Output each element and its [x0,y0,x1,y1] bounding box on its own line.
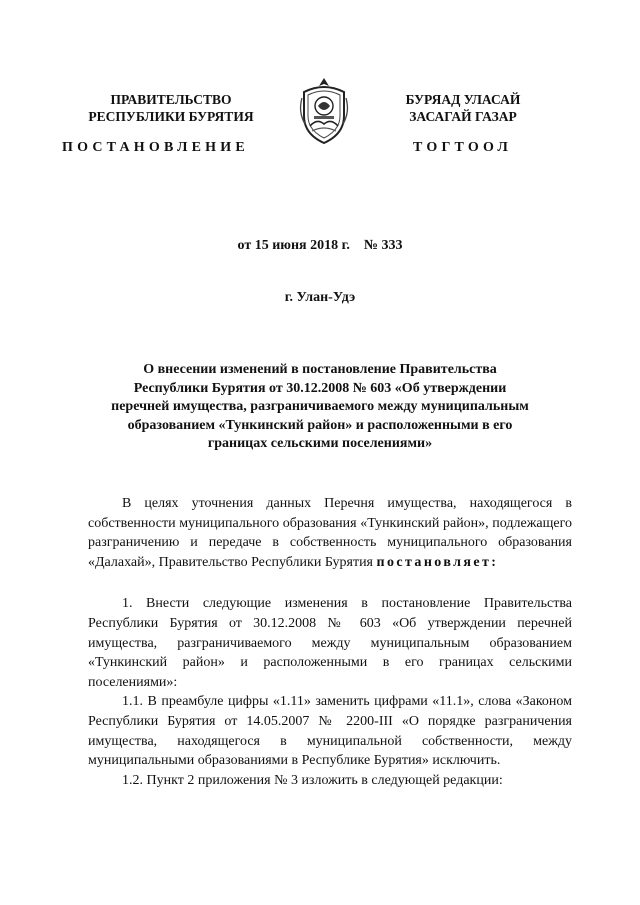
date-number-line [0,238,640,254]
coat-of-arms-icon [296,76,352,146]
issuer-buryat-line1: БУРЯАД УЛАСАЙ [405,92,521,107]
document-title [110,361,530,454]
preamble-paragraph [88,494,572,572]
document-city: г. Улан-Удэ [284,290,356,305]
title-line: образованием «Тункинский район» и расположенными в его [127,417,513,433]
preamble-text: В целях уточнения данных Перечня имущества, находящегося в собственности муниципального образования «Тункинский район», подлежащего разграничению и передаче в собственность муниципального образования «Далахай», Правительство Республики Бурятия [88,496,572,570]
item-1-2-paragraph: 1.2. Пункт 2 приложения № 3 изложить в следующей редакции: [122,772,503,788]
issuer-russian-line2: РЕСПУБЛИКИ БУРЯТИЯ [88,109,254,124]
document-body [88,494,572,790]
title-line: перечней имущества, разграничиваемого между муниципальным [111,399,529,414]
doc-type-buryat: ТОГТООЛ [413,140,513,155]
issuer-buryat [368,91,558,125]
issuer-buryat-line2: ЗАСАГАЙ ГАЗАР [409,109,517,124]
title-line: О внесении изменений в постановление Правительства [143,362,497,377]
document-date: от 15 июня 2018 г. [237,238,350,253]
issuer-russian [60,91,282,125]
title-line: Республики Бурятия от 30.12.2008 № 603 «Об утверждении [133,380,507,396]
preamble-keyword: постановляет: [376,554,499,570]
item-1-1-paragraph: 1.1. В преамбуле цифры «1.11» заменить цифрами «11.1», слова «Законом Республики Бурятия от 14.05.2007 № 2200-III «О порядке разграничения имущества, находящегося в муниципальной собственности, между муниципальными образованиями в Республике Бурятия» исключить. [88,694,572,769]
item-1-paragraph: 1. Внести следующие изменения в постановление Правительства Республики Бурятия от 30.12.2008 № 603 «Об утверждении перечней имущества, разграничиваемого между муниципальным образованием «Тункинский район» и расположенными в его границах сельскими поселениями»: [88,596,572,690]
document-number: № 333 [363,238,403,253]
doc-type-russian: ПОСТАНОВЛЕНИЕ [62,140,249,155]
title-line: границах сельскими поселениями» [207,436,433,451]
issuer-russian-line1: ПРАВИТЕЛЬСТВО [110,92,232,107]
